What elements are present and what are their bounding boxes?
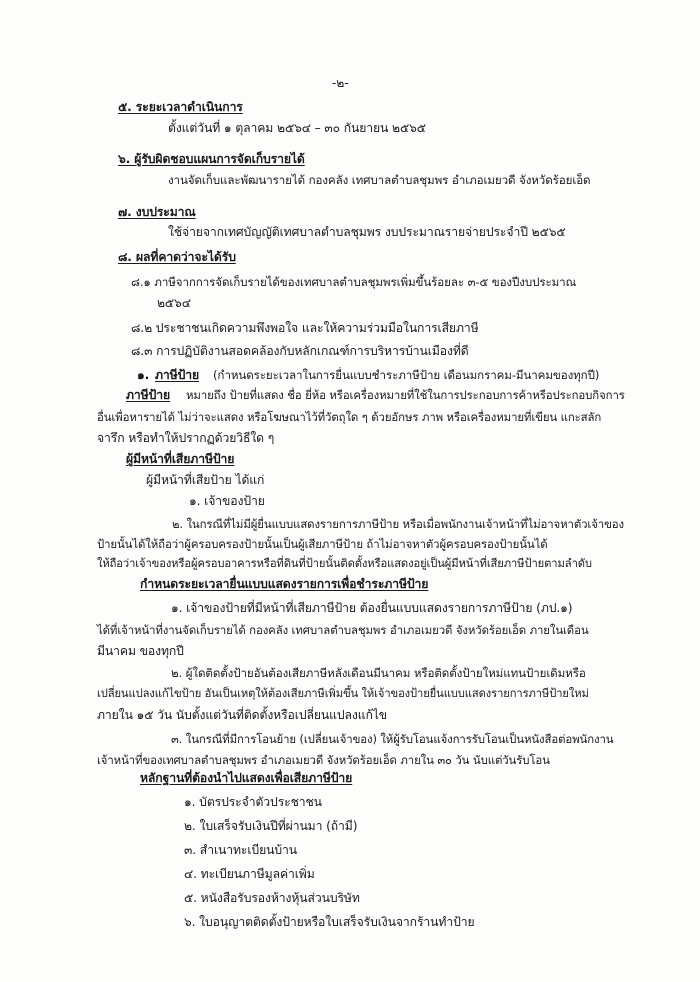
sign-tax-title: ภาษีป้าย [155, 368, 200, 382]
deadline-item2: ๒. ผู้ใดติดตั้งป้ายอันต้องเสียภาษีหลังเดือนมีนาคม หรือติดตั้งป้ายใหม่แทนป้ายเดิมหรือ [171, 666, 586, 680]
evidence-item: ๒. ใบเสร็จรับเงินปีที่ผ่านมา (ถ้ามี) [184, 819, 358, 833]
section8-item2: ๘.๒ ประชาชนเกิดความพึงพอใจ และให้ความร่วมมือในการเสียภาษี [131, 321, 479, 335]
deadline-item3: ๓. ในกรณีที่มีการโอนย้าย (เปลี่ยนเจ้าของ) ให้ผู้รับโอนแจ้งการรับโอนเป็นหนังสือต่อพนักงาน [171, 732, 614, 746]
section8-item3: ๘.๓ การปฏิบัติงานสอดคล้องกับหลักเกณฑ์การบริหารบ้านเมืองที่ดี [131, 344, 469, 358]
page-number: -๒- [332, 76, 349, 90]
deadline-item3-cont: เจ้าหน้าที่ของเทศบาลตำบลชุมพร อำเภอเมยวดี จังหวัดร้อยเอ็ด ภายใน ๓๐ วัน นับแต่วันรับโอน [97, 753, 550, 767]
liable-intro: ผู้มีหน้าที่เสียป้าย ได้แก่ [146, 473, 265, 487]
evidence-item: ๓. สำเนาทะเบียนบ้าน [184, 843, 297, 857]
deadline-item1: ๑. เจ้าของป้ายที่มีหน้าที่เสียภาษีป้าย ต้องยื่นแบบแสดงรายการภาษีป้าย (ภป.๑) [171, 601, 573, 615]
deadline-heading: กำหนดระยะเวลายื่นแบบแสดงรายการเพื่อชำระภาษีป้าย [140, 577, 429, 591]
deadline-item1-cont2: มีนาคม ของทุกปี [97, 644, 184, 658]
section8-item1-cont: ๒๕๖๔ [157, 296, 191, 310]
section5-text: ตั้งแต่วันที่ ๑ ตุลาคม ๒๕๖๔ – ๓๐ กันยายน ๒๕๖๕ [168, 121, 426, 135]
definition-line2: อื่นเพื่อหารายได้ ไม่ว่าจะแสดง หรือโฆษณาไว้ที่วัตถุใด ๆ ด้วยอักษร ภาพ หรือเครื่องหมายที่เขียน แกะสลัก [97, 410, 602, 424]
section6-text: งานจัดเก็บและพัฒนารายได้ กองคลัง เทศบาลตำบลชุมพร อำเภอเมยวดี จังหวัดร้อยเอ็ด [168, 173, 591, 187]
liable-heading: ผู้มีหน้าที่เสียภาษีป้าย [126, 452, 235, 466]
definition-line1: หมายถึง ป้ายที่แสดง ชื่อ ยี่ห้อ หรือเครื่องหมายที่ใช้ในการประกอบการค้าหรือประกอบกิจการ [186, 388, 625, 402]
section8-item1: ๘.๑ ภาษีจากการจัดเก็บรายได้ของเทศบาลตำบลชุมพรเพิ่มขึ้นร้อยละ ๓-๕ ของปีงบประมาณ [131, 275, 577, 289]
deadline-item2-cont1: เปลี่ยนแปลงแก้ไขป้าย อันเป็นเหตุให้ต้องเสียภาษีเพิ่มขึ้น ให้เจ้าของป้ายยื่นแบบแสดงรายการภาษีป้ายใหม่ [97, 687, 589, 700]
definition-line3: จารึก หรือทำให้ปรากฏด้วยวิธีใด ๆ [97, 431, 275, 445]
evidence-heading: หลักฐานที่ต้องนำไปแสดงเพื่อเสียภาษีป้าย [140, 771, 353, 785]
liable-item2-cont2: ให้ถือว่าเจ้าของหรือผู้ครอบอาคารหรือที่ดินที่ป้ายนั้นติดตั้งหรือแสดงอยู่เป็นผู้มีหน้าที่เสียภาษีป้ายตามลำดับ [97, 557, 592, 570]
evidence-item: ๕. หนังสือรับรองห้างหุ้นส่วนบริษัท [184, 891, 360, 905]
section7-heading: ๗. งบประมาณ [118, 205, 196, 219]
sign-tax-note: (กำหนดระยะเวลาในการยื่นแบบชำระภาษีป้าย เดือนมกราคม-มีนาคมของทุกปี) [213, 368, 600, 382]
evidence-item: ๑. บัตรประจำตัวประชาชน [184, 795, 322, 809]
definition-term: ภาษีป้าย [126, 388, 171, 402]
liable-item2-cont1: ป้ายนั้นได้ให้ถือว่าผู้ครอบครองป้ายนั้นเป็นผู้เสียภาษีป้าย ถ้าไม่อาจหาตัวผู้ครอบครองป้ายนั้นได้ [97, 537, 548, 551]
liable-item2: ๒. ในกรณีที่ไม่มีผู้ยื่นแบบแสดงรายการภาษีป้าย หรือเมื่อพนักงานเจ้าหน้าที่ไม่อาจหาตัวเจ้าของ [172, 517, 624, 531]
section8-heading: ๘. ผลที่คาดว่าจะได้รับ [118, 250, 236, 264]
section5-heading: ๕. ระยะเวลาดำเนินการ [118, 100, 243, 114]
section7-text: ใช้จ่ายจากเทศบัญญัติเทศบาลตำบลชุมพร งบประมาณรายจ่ายประจำปี ๒๕๖๕ [168, 225, 566, 239]
evidence-item: ๔. ทะเบียนภาษีมูลค่าเพิ่ม [184, 867, 315, 881]
deadline-item2-cont2: ภายใน ๑๕ วัน นับตั้งแต่วันที่ติดตั้งหรือเปลี่ยนแปลงแก้ไข [97, 708, 388, 722]
section6-heading: ๖. ผู้รับผิดชอบแผนการจัดเก็บรายได้ [118, 152, 305, 166]
liable-item1: ๑. เจ้าของป้าย [189, 494, 265, 508]
sign-tax-number: ๑. [137, 368, 150, 382]
deadline-item1-cont1: ได้ที่เจ้าหน้าที่งานจัดเก็บรายได้ กองคลัง เทศบาลตำบลชุมพร อำเภอเมยวดี จังหวัดร้อยเอ็ด ภายในเดือน [97, 623, 589, 637]
evidence-item: ๖. ใบอนุญาตติดตั้งป้ายหรือใบเสร็จรับเงินจากร้านทำป้าย [184, 915, 475, 929]
